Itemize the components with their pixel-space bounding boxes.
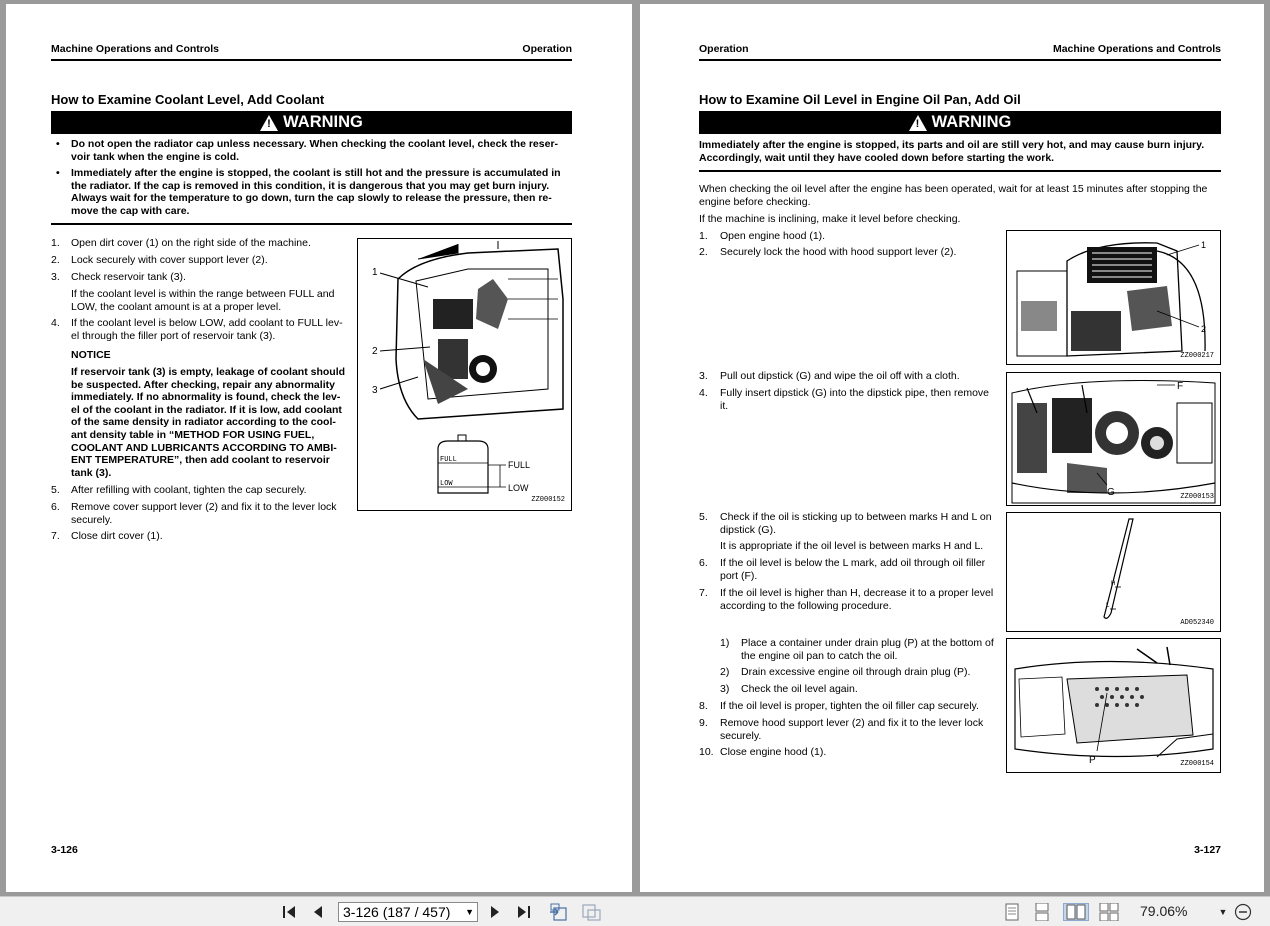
right-page xyxy=(640,4,1264,892)
warning-bullet-1: Do not open the radiator cap unless necessary. When checking the coolant level, check the reser- voir tank when the engine is cold. xyxy=(71,138,559,163)
page-header-right: Machine Operations and Controls xyxy=(1052,43,1221,55)
step-text: Fully insert dipstick (G) into the dipstick pipe, then remove it. xyxy=(720,387,990,412)
page-header-right: Operation xyxy=(522,43,572,55)
drain-plug-figure xyxy=(1006,638,1221,773)
zoom-out-icon[interactable] xyxy=(1233,903,1253,921)
step-text: If the coolant level is below LOW, add coolant to FULL lev- el through the filler port of reservoir tank (3). xyxy=(71,317,343,342)
callout-3: 3 xyxy=(372,385,378,396)
bullet-2: • xyxy=(56,167,60,179)
step-text: Lock securely with cover support lever (2). xyxy=(71,254,268,266)
callout-1: 1 xyxy=(372,267,378,278)
step-number: 7. xyxy=(51,530,60,542)
section-title: How to Examine Coolant Level, Add Coolant xyxy=(51,92,325,107)
zoom-dropdown-icon[interactable]: ▼ xyxy=(1218,907,1228,917)
step-number: 1. xyxy=(51,237,60,249)
step-number: 3. xyxy=(51,271,60,283)
step-text: Pull out dipstick (G) and wipe the oil off with a cloth. xyxy=(720,370,960,382)
warning-label: WARNING xyxy=(931,113,1012,131)
step-text: Check reservoir tank (3). xyxy=(71,271,186,283)
dipstick-marks-figure xyxy=(1006,512,1221,632)
section-title: How to Examine Oil Level in Engine Oil Pan, Add Oil xyxy=(699,92,1021,107)
step-number: 9. xyxy=(699,717,708,729)
callout-g: G xyxy=(1107,487,1115,498)
warning-banner xyxy=(51,111,572,134)
page-number-select[interactable] xyxy=(338,902,478,922)
step-text: Securely lock the hood with hood support lever (2). xyxy=(720,246,957,258)
step-note: If the coolant level is within the range between FULL and LOW, the coolant amount is at a proper level. xyxy=(71,288,335,313)
figure-id: AD052340 xyxy=(1180,619,1214,627)
step-number: 3. xyxy=(699,370,708,382)
header-rule xyxy=(699,59,1221,61)
next-view-icon[interactable] xyxy=(580,903,602,921)
zoom-level[interactable]: 79.06% xyxy=(1140,903,1188,919)
header-rule xyxy=(51,59,572,61)
callout-1: 1 xyxy=(1201,240,1207,250)
step-text: Close engine hood (1). xyxy=(720,746,827,758)
warning-icon: ! xyxy=(260,115,278,131)
substep-number: 3) xyxy=(720,683,730,695)
continuous-view-icon[interactable] xyxy=(1033,903,1051,921)
warning-rule xyxy=(699,170,1221,172)
machine-side-illustration xyxy=(358,239,571,510)
engine-hood-figure xyxy=(1006,230,1221,365)
step-text: If the oil level is proper, tighten the oil filler cap securely. xyxy=(720,700,979,712)
page-header-left: Machine Operations and Controls xyxy=(51,43,220,55)
step-text: Close dirt cover (1). xyxy=(71,530,163,542)
warning-icon: ! xyxy=(909,115,927,131)
low-label: LOW xyxy=(508,483,529,493)
figure-id: ZZ000153 xyxy=(1180,493,1214,501)
engine-compartment-illustration xyxy=(1007,373,1220,505)
page-header-left: Operation xyxy=(699,43,749,55)
step-text: If the oil level is higher than H, decrease it to a proper level according to the following procedure. xyxy=(720,587,994,612)
notice-text: If reservoir tank (3) is empty, leakage of coolant should be suspected. After checking, repair any abnormality immediately. If no abnormality is found, check the lev- el of the coolant in the radiator. If it is low, add coolant of the same density in radiator according to the cool- ant density table in “METHOD FOR USING FUEL, COOLANT AND LUBRICANTS ACCORDING TO AMBI- ENT TEMPERATURE”, then add coolant to reservoir tank (3). xyxy=(71,366,346,479)
step-text: Open dirt cover (1) on the right side of the machine. xyxy=(71,237,311,249)
step-text: Remove hood support lever (2) and fix it to the lever lock securely. xyxy=(720,717,984,742)
step-number: 4. xyxy=(51,317,60,329)
substep-number: 2) xyxy=(720,666,730,678)
last-page-icon[interactable] xyxy=(515,903,533,921)
step-number: 10. xyxy=(699,746,714,758)
warning-bullet-2: Immediately after the engine is stopped, the coolant is still hot and the pressure is accumulated in the radiator. If the cap is removed in this condition, it is dangerous that you may get burn injury. Always wait for the temperature to go down, turn the cap slowly to release the pressure, then re- move the cap with care. xyxy=(71,167,561,217)
warning-rule xyxy=(51,223,572,225)
warning-label: WARNING xyxy=(283,113,363,131)
step-number: 4. xyxy=(699,387,708,399)
warning-text: Immediately after the engine is stopped, its parts and oil are still very hot, and may cause burn injury. Accordingly, wait until they have cooled down before starting the work. xyxy=(699,139,1205,164)
substep-text: Place a container under drain plug (P) at the bottom of the engine oil pan to catch the oil. xyxy=(741,637,994,662)
step-text: If the oil level is below the L mark, add oil through oil filler port (F). xyxy=(720,557,986,582)
dipstick-location-figure xyxy=(1006,372,1221,506)
chevron-down-icon: ▼ xyxy=(465,907,474,917)
figure-id: ZZ000152 xyxy=(531,496,565,504)
substep-number: 1) xyxy=(720,637,730,649)
first-page-icon[interactable] xyxy=(280,903,298,921)
step-number: 5. xyxy=(699,511,708,523)
next-page-icon[interactable] xyxy=(488,903,502,921)
left-page xyxy=(6,4,632,892)
notice-label: NOTICE xyxy=(71,349,111,361)
step-number: 6. xyxy=(699,557,708,569)
figure-id: ZZ000217 xyxy=(1180,352,1214,360)
step-text: Check if the oil is sticking up to between marks H and L on dipstick (G). xyxy=(720,511,992,536)
mark-h: H xyxy=(1111,581,1116,587)
intro-text-2: If the machine is inclining, make it level before checking. xyxy=(699,213,961,225)
facing-view-icon[interactable] xyxy=(1063,903,1089,921)
engine-hood-illustration xyxy=(1007,231,1220,364)
page-number: 3-127 xyxy=(1194,844,1221,856)
previous-page-icon[interactable] xyxy=(311,903,325,921)
step-text: After refilling with coolant, tighten the cap securely. xyxy=(71,484,307,496)
callout-f: F xyxy=(1177,381,1184,392)
substep-text: Check the oil level again. xyxy=(741,683,858,695)
callout-2: 2 xyxy=(1201,324,1207,334)
page-number-value: 3-126 (187 / 457) xyxy=(343,904,451,920)
step-text: Remove cover support lever (2) and fix it to the lever lock securely. xyxy=(71,501,337,526)
step-number: 2. xyxy=(51,254,60,266)
tank-full-mark: FULL xyxy=(440,456,457,464)
viewer-toolbar xyxy=(0,896,1270,926)
bullet-1: • xyxy=(56,138,60,150)
coolant-figure xyxy=(357,238,572,511)
page-number: 3-126 xyxy=(51,844,78,856)
step-number: 5. xyxy=(51,484,60,496)
step-number: 1. xyxy=(699,230,708,242)
step-number: 2. xyxy=(699,246,708,258)
step-number: 7. xyxy=(699,587,708,599)
callout-2: 2 xyxy=(372,346,378,357)
full-label: FULL xyxy=(508,460,531,470)
continuous-facing-view-icon[interactable] xyxy=(1098,903,1120,921)
substep-text: Drain excessive engine oil through drain plug (P). xyxy=(741,666,971,678)
oil-pan-illustration xyxy=(1007,639,1220,772)
figure-id: ZZ000154 xyxy=(1180,760,1214,768)
mark-l: L xyxy=(1106,603,1110,609)
single-page-view-icon[interactable] xyxy=(1003,903,1021,921)
warning-banner xyxy=(699,111,1221,134)
intro-text: When checking the oil level after the engine has been operated, wait for at least 15 minutes after stopping the engine before checking. xyxy=(699,183,1208,208)
step-text: Open engine hood (1). xyxy=(720,230,826,242)
previous-view-icon[interactable] xyxy=(547,903,569,921)
callout-p: P xyxy=(1089,755,1096,766)
dipstick-illustration xyxy=(1007,513,1220,631)
tank-low-mark: LOW xyxy=(440,480,453,488)
step-number: 8. xyxy=(699,700,708,712)
step-note: It is appropriate if the oil level is between marks H and L. xyxy=(720,540,984,552)
step-number: 6. xyxy=(51,501,60,513)
